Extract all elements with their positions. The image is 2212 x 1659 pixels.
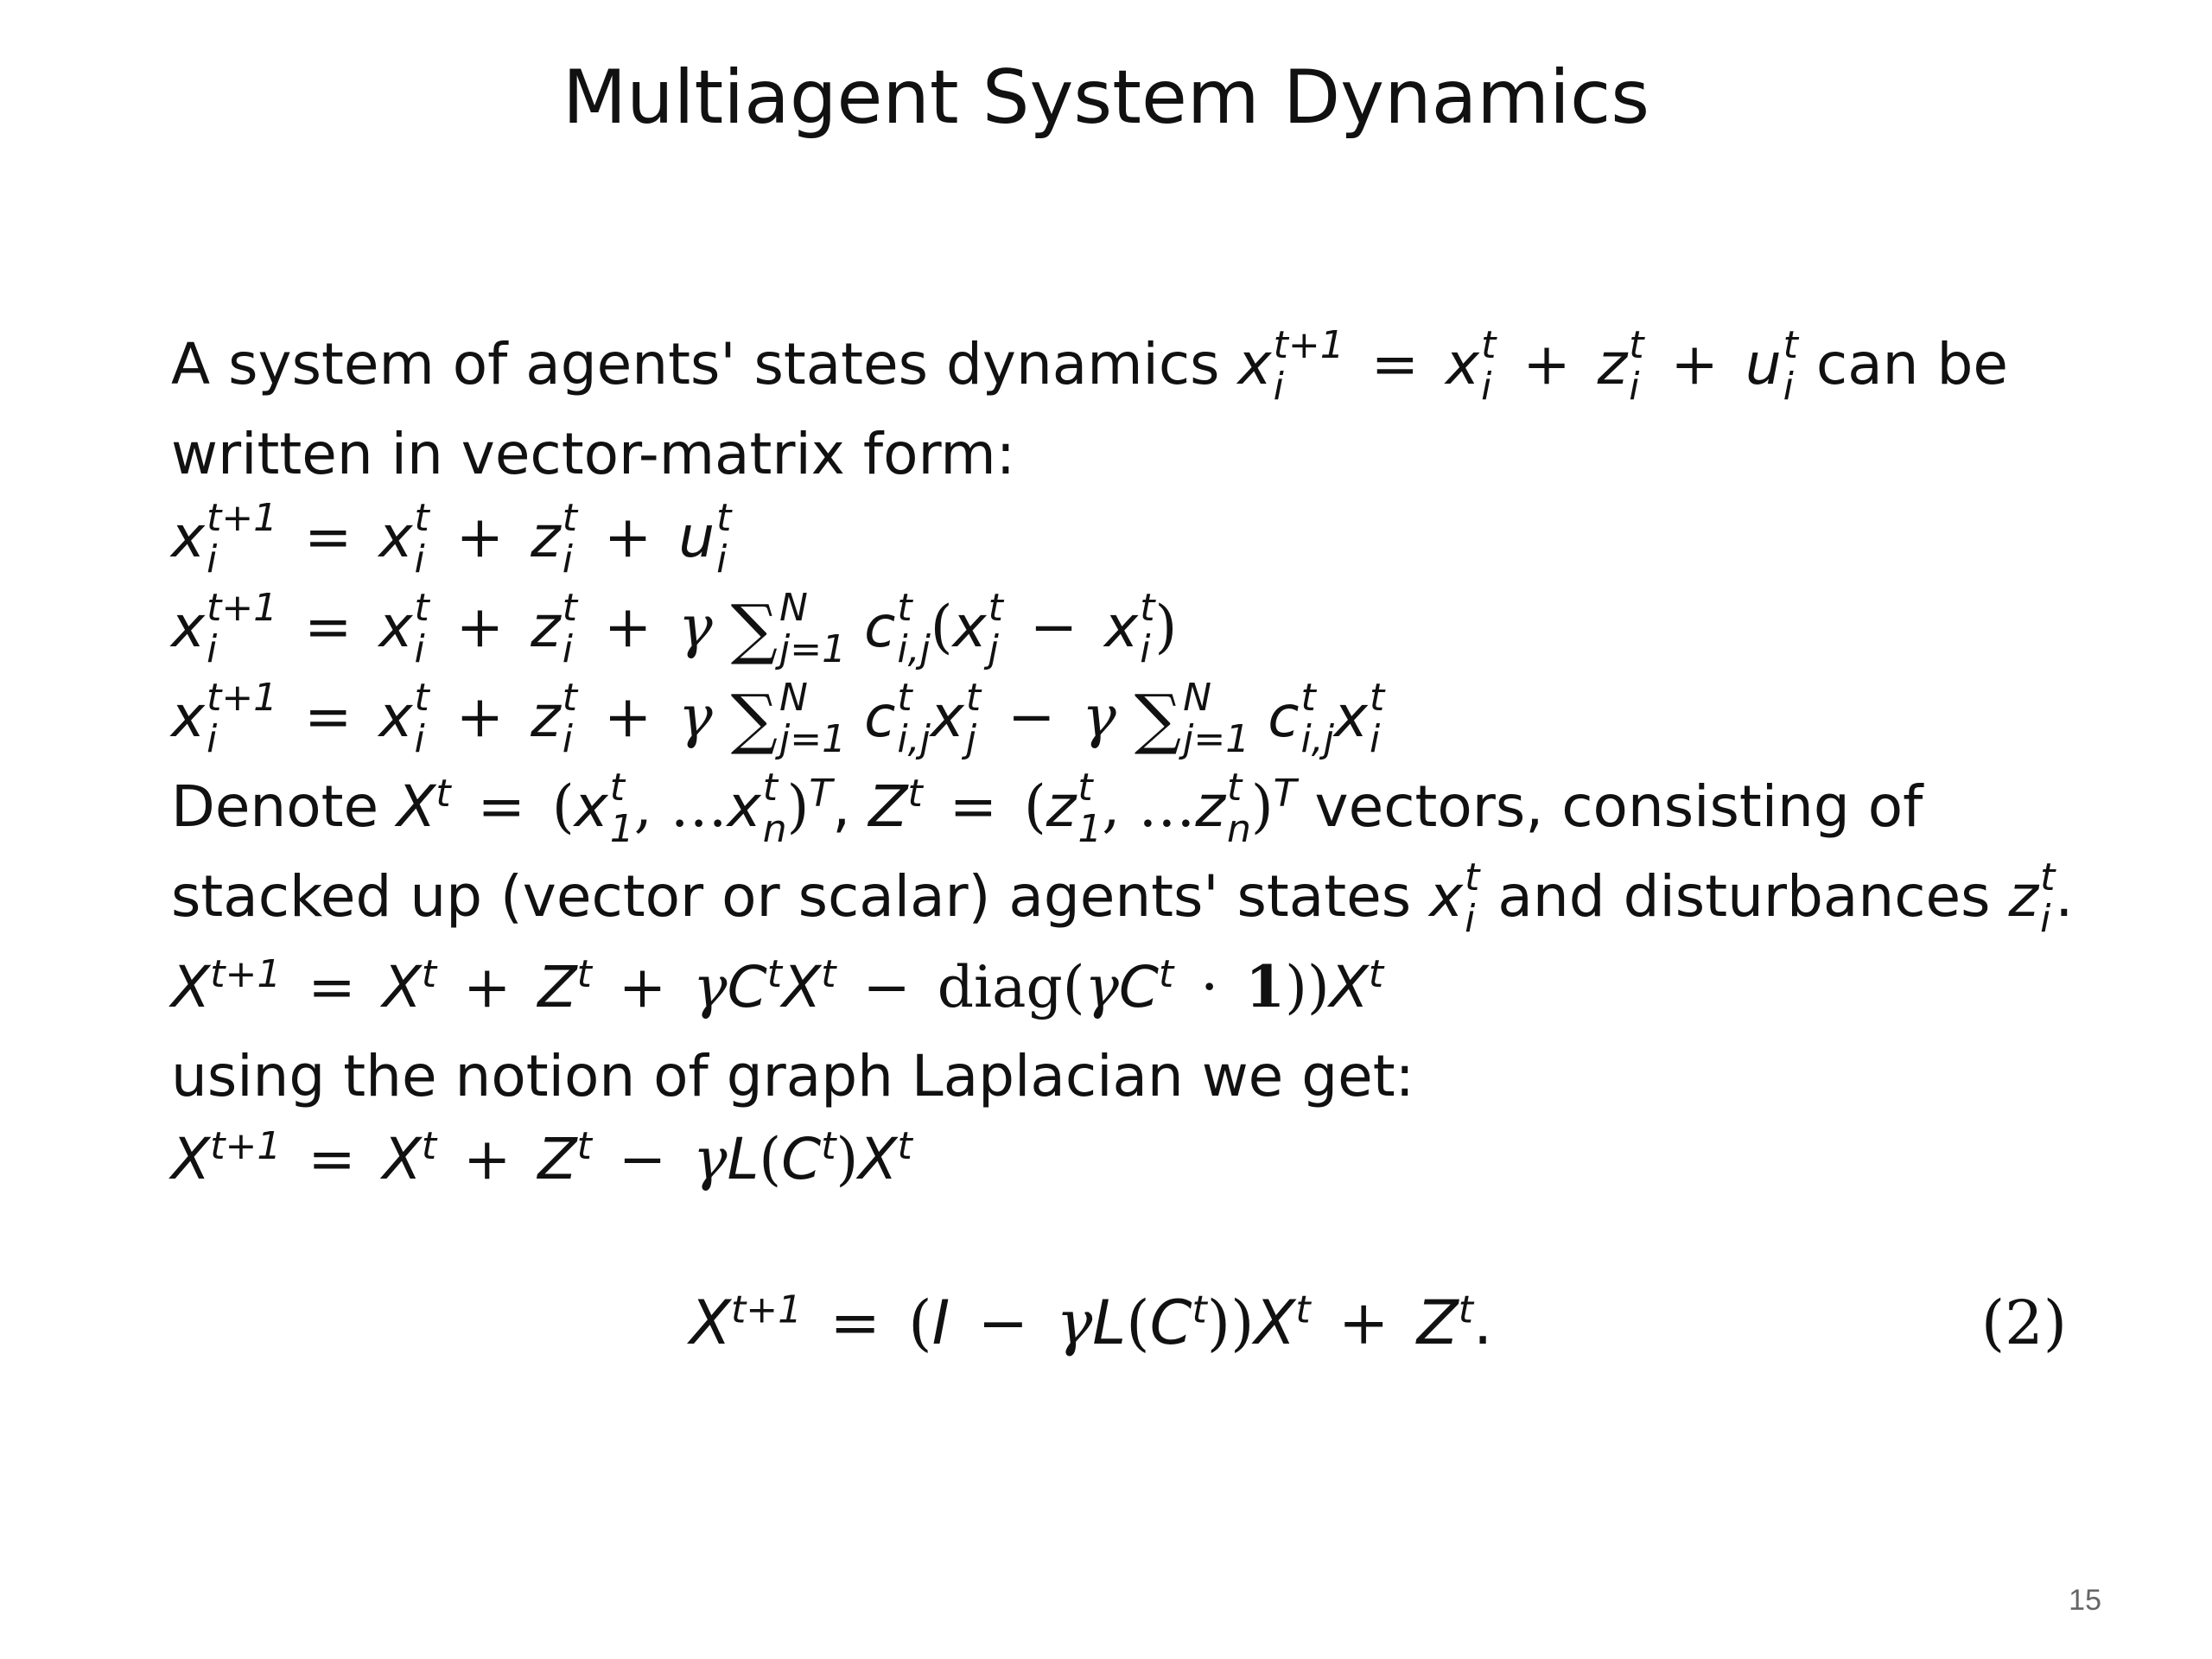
denote-line: Denote $X^t = (x$ t 1 , …x t n )$^T$, $Z^t = (z$ t 1 , …z t n )$^T$ vectors, consisting of: [171, 765, 1923, 851]
can-be-text: can be: [1815, 331, 2008, 397]
stacked-line: stacked up (vector or scalar) agents' states x t i and disturbances z t i .: [171, 855, 2074, 941]
equation-line-1: x t+1 i = x t i + z t i + u t i: [171, 495, 732, 582]
slide-title: Multiagent System Dynamics: [562, 54, 1650, 141]
equation-line-2: x t+1 i = x t i + z t i + γ ∑ N j=1 c t i,j (x t j − x t i ): [171, 585, 1178, 671]
inline-dynamics-formula: x t+1 i = x t i + z t i + u t i: [1237, 322, 1798, 409]
intro-text: A system of agents' states dynamics: [171, 331, 1220, 397]
written-line: written in vector-matrix form:: [171, 421, 1015, 487]
intro-line: [171, 323, 2107, 413]
display-equation-body: $X^{t+1} = (I - \gamma L(C^t))X^t + Z^t$.: [690, 1287, 1493, 1358]
slide-body: [171, 323, 2107, 1208]
laplacian-equation: $X^{t+1} = X^t + Z^t - \gamma L(C^t)X^t$: [171, 1124, 912, 1192]
page-number: 15: [2069, 1584, 2101, 1617]
matrix-equation: $X^{t+1} = X^t + Z^t + \gamma C^tX^t$ − $diag(\gamma C^t \cdot 1))X^t$: [171, 952, 1384, 1020]
laplacian-text: using the notion of graph Laplacian we get:: [171, 1043, 1414, 1109]
sum-symbol: ∑: [730, 590, 778, 667]
equation-number: (2): [1980, 1287, 2067, 1358]
equation-line-3: x t+1 i = x t i + z t i + γ ∑ N j=1 c t i,j x t j − γ ∑ N j=1 c t i,j x t i: [171, 675, 1385, 761]
display-equation: [0, 1275, 2212, 1370]
